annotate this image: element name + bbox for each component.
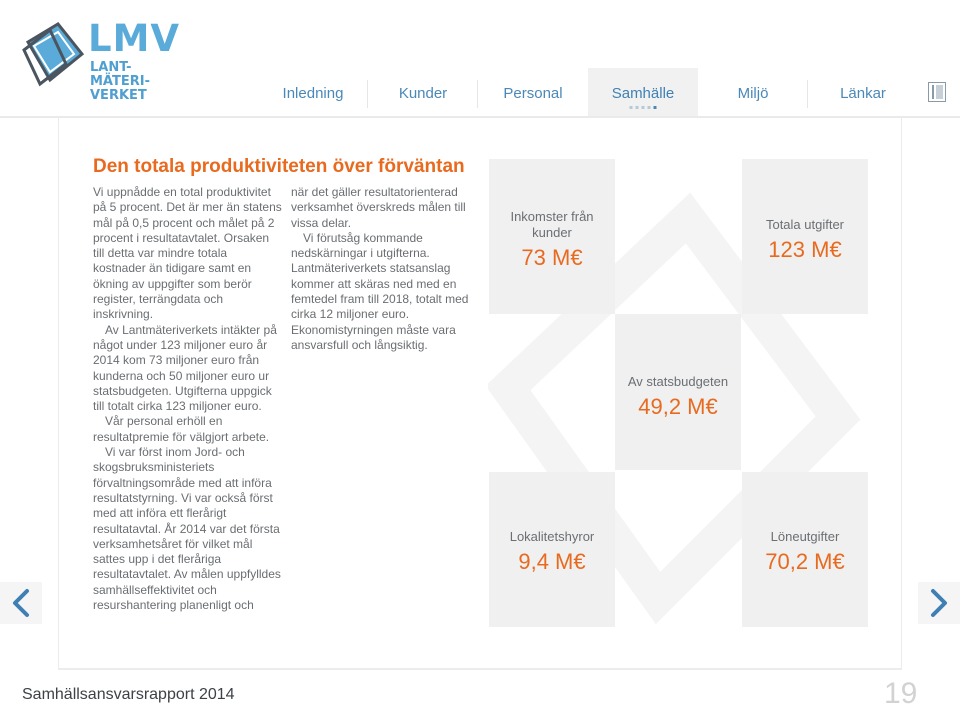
nav-label: Länkar (840, 84, 886, 102)
nav-item-miljo[interactable] (698, 68, 808, 118)
figure-value: 49,2 M€ (638, 394, 718, 419)
page-title: Den totala produktiviteten över förväntan (93, 156, 465, 177)
logo-subtitle: LANT- MÄTERI- VERKET (90, 60, 150, 103)
figure-salary-expenses (742, 472, 868, 627)
nav-label: Personal (503, 84, 563, 102)
figure-value: 70,2 M€ (765, 549, 845, 574)
text-column-2 (291, 185, 481, 353)
nav-label: Samhälle (611, 84, 675, 102)
subpage-indicator (630, 106, 657, 109)
frame-bottom-line (58, 668, 902, 670)
paragraph: när det gäller resultatorienterad verksamhet överskreds målen till vissa delar. (291, 185, 466, 230)
report-title: Samhällsansvarsrapport 2014 (22, 686, 235, 703)
paragraph: Vår personal erhöll en resultatpremie för välgjort arbete. (93, 414, 270, 444)
next-page-button[interactable] (918, 582, 960, 624)
key-figures (488, 158, 868, 628)
nav-label: Kunder (398, 84, 448, 102)
nav-label: Inledning (282, 84, 344, 102)
logo[interactable] (20, 17, 181, 110)
nav-item-personal[interactable] (478, 68, 588, 118)
figure-label: Inkomster från kunder (510, 209, 594, 240)
nav-item-kunder[interactable] (368, 68, 478, 118)
book-icon[interactable] (928, 82, 946, 102)
paragraph: Vi förutsåg kommande nedskärningar i utgifterna. Lantmäteriverkets statsanslag kommer att skäras ned med en femtedel fram till 2018, totalt med cirka 12 miljoner euro. Ekonomistyrningen måste vara ansvarsfull och långsiktig. (291, 230, 469, 352)
text-column-1 (93, 185, 283, 613)
figure-label: Löneutgifter (770, 529, 840, 544)
figure-value: 73 M€ (521, 245, 583, 270)
chevron-left-icon (11, 588, 31, 618)
nav-item-samhalle[interactable] (588, 68, 698, 118)
figure-premises-rent (489, 472, 615, 627)
previous-page-button[interactable] (0, 582, 42, 624)
header (0, 0, 960, 118)
paragraph: Vi var först inom Jord- och skogsbruksministeriets förvaltningsområde med att införa resultatstyrning. Vi var också först med att införa ett flerårigt resultatavtal. År 2014 var det första verksamhetsåret för vilket mål sattes upp i det fleråriga resultatavtalet. Av målen uppfylldes samhällseffektivitet och resurshantering planenligt och (93, 445, 281, 613)
figure-value: 9,4 M€ (518, 549, 586, 574)
figure-label: Av statsbudgeten (627, 374, 729, 389)
paragraph: Vi uppnådde en total produktivitet på 5 procent. Det är mer än statens mål på 0,5 procent och målet på 2 procent i resultatavtalet. Orsaken till detta var mindre totala kostnader än tidigare samt en ökning av uppgifter som berör register, terrängdata och inskrivning. (93, 185, 282, 322)
page-number: 19 (884, 677, 918, 710)
figure-total-expenses (742, 159, 868, 314)
logo-name: LMV (88, 17, 181, 60)
chevron-right-icon (929, 588, 949, 618)
figure-label: Lokalitetshyror (509, 529, 595, 544)
figure-label: Totala utgifter (765, 217, 845, 232)
paragraph: Av Lantmäteriverkets intäkter på något under 123 miljoner euro år 2014 kom 73 miljoner euro från kunderna och 50 miljoner euro ur statsbudgeten. Utgifterna uppgick till totalt cirka 123 miljoner euro. (93, 322, 277, 414)
main-nav (258, 68, 918, 118)
logo-mark-icon (20, 20, 90, 90)
nav-item-lankar[interactable] (808, 68, 918, 118)
nav-label: Miljö (737, 84, 769, 102)
figure-income-customers (489, 159, 615, 314)
nav-item-inledning[interactable] (258, 68, 368, 118)
figure-value: 123 M€ (768, 237, 842, 262)
figure-state-budget (615, 314, 741, 470)
